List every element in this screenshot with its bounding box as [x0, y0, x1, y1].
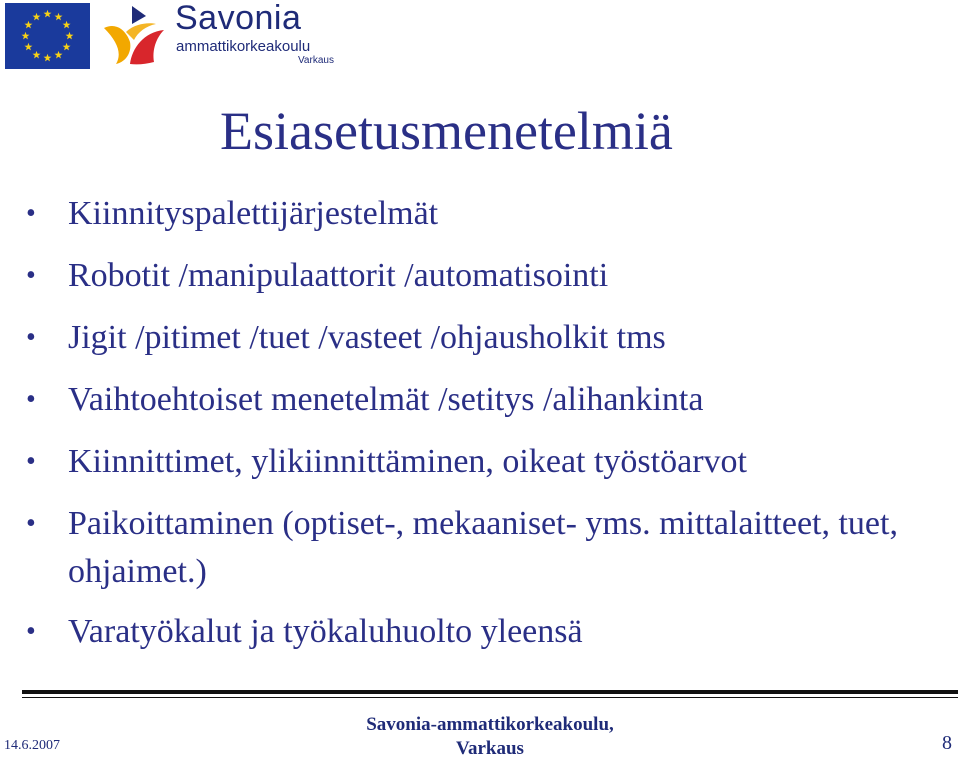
- slide-title: Esiasetusmenetelmiä: [220, 101, 673, 161]
- logo-name: Savonia: [175, 0, 302, 37]
- footer-org-line2: Varkaus: [456, 738, 524, 759]
- footer-organization: [300, 713, 680, 761]
- bullet-text: Kiinnittimet, ylikiinnittäminen, oikeat työstöarvot: [68, 443, 747, 480]
- bullet-list: [24, 190, 954, 670]
- bullet-text: Kiinnityspalettijärjestelmät: [68, 195, 439, 232]
- bullet-text: Jigit /pitimet /tuet /vasteet /ohjausholkit tms: [68, 319, 666, 356]
- savonia-logo-icon: [96, 2, 168, 68]
- bullet-item: [24, 252, 954, 300]
- bullet-icon: •: [26, 322, 36, 353]
- bullet-icon: •: [26, 508, 36, 539]
- footer-divider: [22, 690, 958, 694]
- footer-divider-thin: [22, 697, 958, 698]
- footer-date: 14.6.2007: [4, 738, 60, 753]
- eu-flag-logo: [5, 3, 90, 69]
- bullet-item: [24, 438, 954, 486]
- bullet-item: [24, 500, 954, 596]
- bullet-item: [24, 376, 954, 424]
- bullet-item: [24, 314, 954, 362]
- page-number: 8: [942, 732, 952, 754]
- logo-campus: Varkaus: [298, 55, 334, 66]
- bullet-text: Varatyökalut ja työkaluhuolto yleensä: [68, 613, 583, 650]
- bullet-icon: •: [26, 198, 36, 229]
- bullet-icon: •: [26, 446, 36, 477]
- bullet-icon: •: [26, 616, 36, 647]
- bullet-icon: •: [26, 260, 36, 291]
- bullet-text: Paikoittaminen (optiset-, mekaaniset- yms. mittalaitteet, tuet, ohjaimet.): [68, 505, 898, 590]
- bullet-item: [24, 608, 954, 656]
- bullet-text: Vaihtoehtoiset menetelmät /setitys /alihankinta: [68, 381, 704, 418]
- bullet-text: Robotit /manipulaattorit /automatisointi: [68, 257, 609, 294]
- bullet-icon: •: [26, 384, 36, 415]
- footer-org-line1: Savonia-ammattikorkeakoulu,: [366, 714, 614, 735]
- logo-subtitle: ammattikorkeakoulu: [176, 38, 311, 55]
- bullet-item: [24, 190, 954, 238]
